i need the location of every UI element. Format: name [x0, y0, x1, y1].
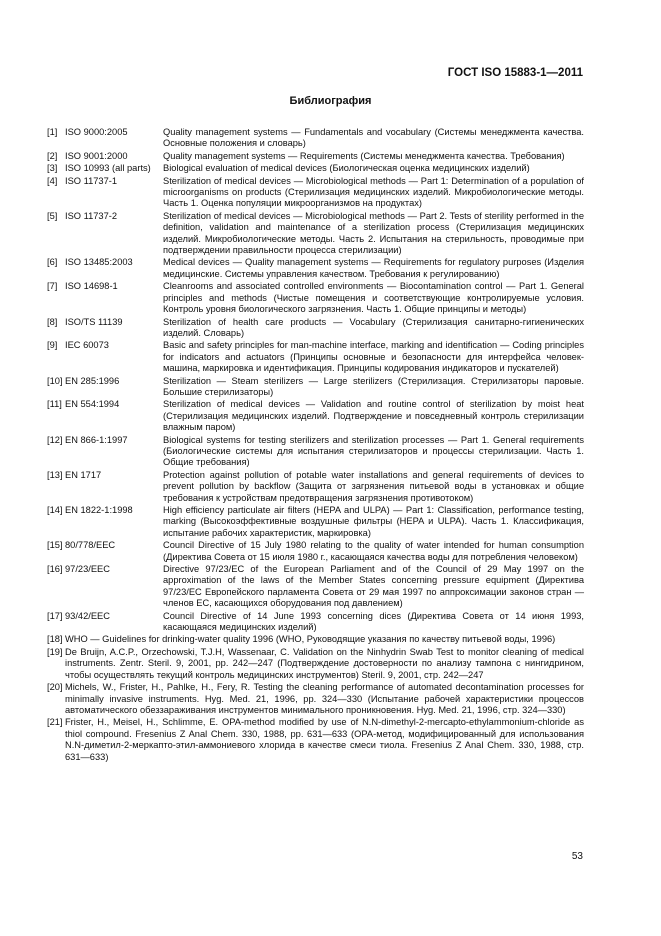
entry-text: High efficiency particulate air filters (HEPA and ULPA) — Part 1: Classification, performance testing, marking (Высокоэффективные воздушные фильтры (HEPA и ULPA). Часть 1. Классификация, испытание рабочих характеристик, маркировка)	[163, 505, 584, 538]
entry-text: Sterilization — Steam sterilizers — Large sterilizers (Стерилизация. Стерилизаторы паровые. Большие стерилизаторы)	[163, 375, 584, 397]
entry-code: EN 1822-1:1998	[65, 505, 133, 515]
entry-number: [15]	[47, 540, 63, 551]
entry-code: 80/778/EEC	[65, 540, 116, 551]
entry-text: Quality management systems — Fundamentals and vocabulary (Системы менеджмента качества. Основные положения и словарь)	[163, 127, 584, 149]
entry-text: Medical devices — Quality management systems — Requirements for regulatory purposes (Изделия медицинские. Системы управления качеством. Требования к регулированию)	[163, 257, 584, 279]
bib-entry-3	[47, 163, 584, 174]
entry-text: WHO — Guidelines for drinking-water quality 1996 (WHO, Руководящие указания по качеству питьевой воды, 1996)	[65, 634, 556, 645]
entry-code: ISO/TS 11139	[65, 316, 123, 327]
entry-number: [13]	[47, 469, 63, 480]
bib-entry-13	[47, 470, 584, 504]
entry-text: Sterilization of medical devices — Microbiological methods — Part 1: Determination of a population of microorganisms on products (Стерилизация медицинских изделий. Микробиологические методы. Часть 1. Оценка популяции микроорганизмов на продуктах)	[163, 175, 584, 209]
bibliography-list	[47, 127, 584, 764]
entry-code: ISO 9000:2005	[65, 127, 128, 137]
bib-entry-6	[47, 257, 584, 280]
entry-number: [17]	[47, 610, 63, 621]
bib-entry-17	[47, 611, 584, 634]
entry-number: [18]	[47, 634, 63, 645]
bib-entry-12	[47, 435, 584, 469]
bib-entry-7	[47, 281, 584, 315]
entry-number: [1]	[47, 127, 58, 137]
entry-code: EN 285:1996	[65, 375, 120, 386]
entry-number: [20]	[47, 682, 63, 693]
bib-entry-14	[47, 505, 584, 539]
entry-number: [6]	[47, 257, 58, 268]
entry-text: Cleanrooms and associated controlled environments — Biocontamination control — Part 1. General principles and methods (Чистые помещения и соответствующие контролируемые условия. Контроль уровня биологического загрязнения. Часть 1. Общие принципы и методы)	[163, 281, 584, 315]
entry-text: Sterilization of medical devices — Validation and routine control of sterilization by moist heat (Стерилизация медицинских изделий. Подтверждение и повседневный контроль стерилизации влажным паром)	[163, 399, 584, 433]
entry-number: [21]	[47, 717, 63, 728]
entry-number: [12]	[47, 434, 63, 445]
entry-number: [8]	[47, 316, 58, 327]
entry-text: Sterilization of health care products — Vocabulary (Стерилизация санитарно-гигиенических изделий. Словарь)	[163, 316, 584, 338]
entry-text: Sterilization of medical devices — Microbiological methods — Part 2. Tests of sterility performed in the definition, validation and maintenance of a sterilization process (Стерилизация медицинских изделий. Микробиологические методы. Часть 2. Испытания на стерильность, проводимые при подтверждении правильности процесса стерилизации)	[163, 210, 584, 256]
entry-code: 93/42/EEC	[65, 610, 110, 621]
entry-text: Council Directive of 15 July 1980 relating to the quality of water intended for human consumption (Директива Совета от 15 июля 1980 г., касающаяся качества воды для потребления человеком)	[163, 540, 584, 562]
entry-number: [2]	[47, 150, 58, 161]
entry-code: ISO 14698-1	[65, 281, 118, 292]
entry-number: [3]	[47, 163, 58, 174]
entry-text: Protection against pollution of potable water installations and general requirements of devices to prevent pollution by backflow (Защита от загрязнения питьевой воды в установках и общие требования к устройствам предотвращения загрязнения противотоком)	[163, 469, 584, 503]
entry-number: [10]	[47, 375, 63, 386]
entry-number: [19]	[47, 646, 63, 657]
entry-code: ISO 10993 (all parts)	[65, 163, 151, 174]
entry-code: EN 866-1:1997	[65, 434, 128, 445]
entry-number: [9]	[47, 340, 58, 351]
entry-code: ISO 11737-2	[65, 210, 118, 221]
entry-code: EN 554:1994	[65, 399, 120, 410]
bib-entry-1	[47, 127, 584, 150]
entry-text: Basic and safety principles for man-machine interface, marking and identification — Coding principles for indicators and actuators (Принципы основные и безопасности для интерфейса человек-машина, маркировка и идентификация. Принципы кодирования индикаторов и пускателей)	[163, 340, 584, 374]
bib-entry-15	[47, 540, 584, 563]
entry-code: IEC 60073	[65, 340, 109, 351]
bib-entry-11	[47, 399, 584, 433]
entry-number: [14]	[47, 505, 63, 515]
entry-code: ISO 9001:2000	[65, 150, 128, 161]
bib-entry-18	[47, 634, 584, 645]
entry-number: [5]	[47, 210, 58, 221]
entry-text: Council Directive of 14 June 1993 concerning dices (Директива Совета от 14 июня 1993, касающаяся медицинских изделий)	[163, 610, 584, 633]
entry-number: [7]	[47, 281, 58, 292]
entry-text: Biological systems for testing sterilizers and sterilization processes — Part 1. General requirements (Биологические системы для испытания стерилизаторов и процессы стерилизации. Часть 1. Общие требования)	[163, 434, 584, 468]
entry-number: [4]	[47, 175, 58, 186]
entry-text: Biological evaluation of medical devices (Биологическая оценка медицинских изделий)	[163, 163, 530, 174]
bib-entry-5	[47, 211, 584, 257]
entry-code: EN 1717	[65, 469, 102, 480]
bib-entry-9	[47, 340, 584, 374]
bib-entry-4	[47, 176, 584, 210]
bib-entry-16	[47, 564, 584, 610]
entry-number: [11]	[47, 399, 62, 410]
entry-number: [16]	[47, 564, 63, 575]
bib-entry-2	[47, 151, 584, 162]
bib-entry-19	[47, 647, 584, 681]
entry-text: Frister, H., Meisel, H., Schlimme, E. OPA-method modified by use of N.N-dimethyl-2-mercapto-ethylammonium-chloride as thiol compound. Fresenius Z Anal Chem. 330, 1988, pp. 631—633 (ОРА-метод, модифицированный для использования N.N-диметил-2-меркапто-этил-аммониевого хлорида в качестве смеси тиола. Fresenius Z Anal Chem. 330, 1988, стр. 631—633)	[65, 717, 584, 762]
bib-entry-20	[47, 682, 584, 716]
entry-text: Michels, W., Frister, H., Pahlke, H., Fery, R. Testing the cleaning performance of automated decontamination processes for minimally invasive instruments. Hyg. Med. 21, 1996, pp. 324—330 (Испытание рабочей характеристики процессов автоматического обеззараживания инструментов минимального проникновения. Hyg. Med. 21, 1996, стр. 324—330)	[65, 682, 584, 715]
entry-code: 97/23/EEC	[65, 564, 110, 575]
entry-text: Directive 97/23/EC of the European Parliament and of the Council of 29 May 1997 on the approximation of the laws of the Member States concerning pressure equipment (Директива 97/23/EC Европейского парламента Совета от 29 мая 1997 по аппроксимации законов стран — членов ЕС, касающихся оборудования под давлением)	[163, 564, 584, 609]
bib-entry-8	[47, 317, 584, 340]
page-title: Библиография	[289, 95, 372, 107]
standard-designation: ГОСТ ISO 15883-1—2011	[447, 67, 583, 79]
entry-text: De Bruijn, A.C.P., Orzechowski, T.J.H, Wassenaar, C. Validation on the Ninhydrin Swab Test to monitor cleaning of medical instruments. Zentr. Steril. 9, 2001, pp. 242—247 (Подтверждение достоверности по анализу тампона с нингидрином, чтобы осуществлять текущий контроль медицинских инструментов) Steril. 9, 2001, стр. 242—247	[65, 646, 584, 680]
bib-entry-10	[47, 376, 584, 399]
page-number: 53	[571, 851, 583, 862]
bib-entry-21	[47, 717, 584, 763]
entry-text: Quality management systems — Requirements (Системы менеджмента качества. Требования)	[163, 150, 565, 161]
entry-code: ISO 13485:2003	[65, 257, 133, 268]
entry-code: ISO 11737-1	[65, 175, 118, 186]
